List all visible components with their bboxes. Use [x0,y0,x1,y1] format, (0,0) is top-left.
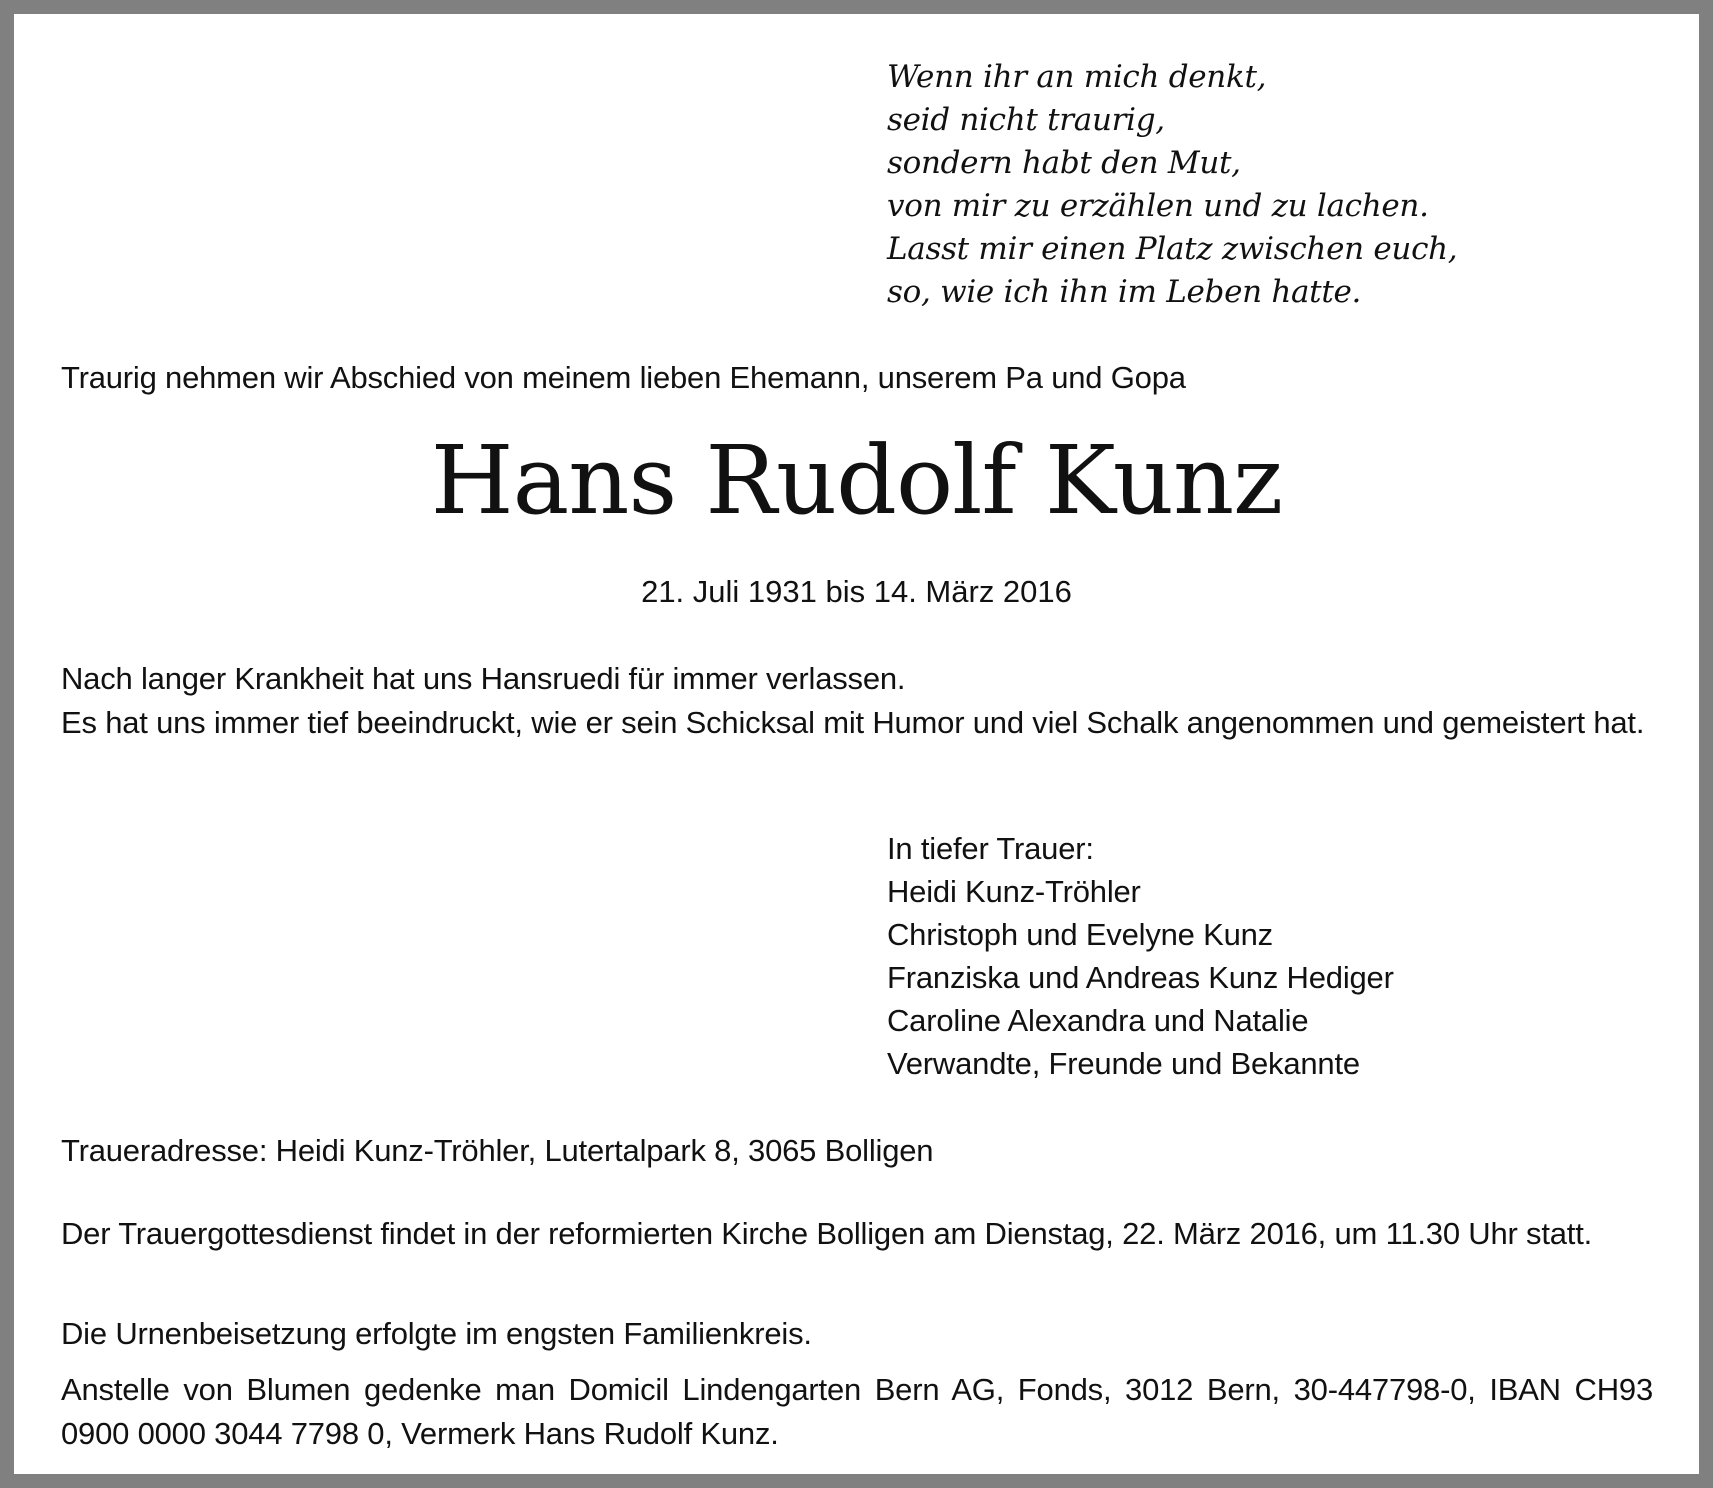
intro-text: Traurig nehmen wir Abschied von meinem lieben Ehemann, unserem Pa und Gopa [61,360,1186,395]
deceased-name: Hans Rudolf Kunz [430,426,1283,536]
mourner-name: Christoph und Evelyne Kunz [887,917,1273,952]
mourners-list [887,827,1394,1085]
message-line: Es hat uns immer tief beeindruckt, wie er sein Schicksal mit Humor und viel Schalk angenommen und gemeistert hat. [61,705,1645,740]
poem-line: von mir zu erzählen und zu lachen. [887,188,1429,224]
poem-line: Wenn ihr an mich denkt, [887,59,1267,95]
poem-line: so, wie ich ihn im Leben hatte. [887,274,1362,310]
mourner-name: Caroline Alexandra und Natalie [887,1003,1309,1038]
poem [887,56,1457,314]
poem-line: sondern habt den Mut, [887,145,1241,181]
mourner-name: Franziska und Andreas Kunz Hediger [887,960,1394,995]
message-paragraph [61,657,1653,745]
donation-info: Anstelle von Blumen gedenke man Domicil Lindengarten Bern AG, Fonds, 3012 Bern, 30-447798-0, IBAN CH93 0900 0000 3044 7798 0, Vermerk Hans Rudolf Kunz. [61,1372,1653,1451]
poem-line: seid nicht traurig, [887,102,1165,138]
life-dates: 21. Juli 1931 bis 14. März 2016 [641,574,1072,609]
message-line: Nach langer Krankheit hat uns Hansruedi für immer verlassen. [61,661,906,696]
mourning-address: Traueradresse: Heidi Kunz-Tröhler, Lutertalpark 8, 3065 Bolligen [61,1133,934,1168]
mourner-name: Heidi Kunz-Tröhler [887,874,1141,909]
service-info: Der Trauergottesdienst findet in der reformierten Kirche Bolligen am Dienstag, 22. März 2016, um 11.30 Uhr statt. [61,1216,1593,1251]
poem-line: Lasst mir einen Platz zwischen euch, [887,231,1458,267]
urn-burial-info: Die Urnenbeisetzung erfolgte im engsten Familienkreis. [61,1316,812,1351]
mourners-heading: In tiefer Trauer: [887,831,1094,866]
mourner-name: Verwandte, Freunde und Bekannte [887,1046,1360,1081]
